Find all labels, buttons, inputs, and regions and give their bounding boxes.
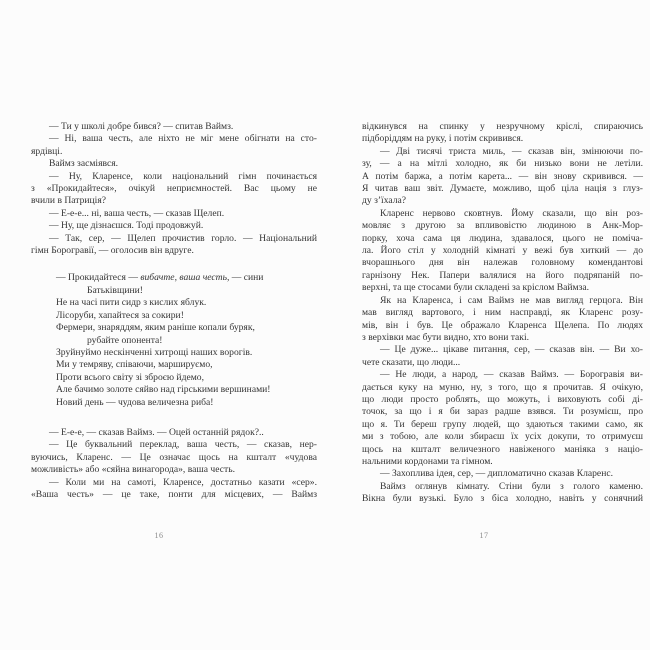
text-line: Лісоруби, хапайтеся за сокири! xyxy=(56,309,184,321)
paragraph xyxy=(31,171,317,208)
text-line: дається куку на муню, ну, з того, що я прочитав. Я очікую, xyxy=(362,381,643,393)
paragraph xyxy=(362,146,643,208)
text-line: Батьківщини! xyxy=(87,284,143,296)
paragraph xyxy=(362,208,643,295)
text-line: вчорашнього дня він належав головному комендантові xyxy=(362,257,643,269)
text-line: Не на часі пити сидр з кислих яблук. xyxy=(56,297,207,309)
page-number-left: 16 xyxy=(154,531,164,540)
text-line: нальними кордонами та гімном. xyxy=(362,455,493,467)
paragraph xyxy=(362,468,643,480)
text-line: А потім баржа, а потім карета... — він знову скривився. — xyxy=(362,170,643,182)
text-line: Новий день — чудова величезна риба! xyxy=(56,396,214,408)
text-line: — Ну, Кларенсе, коли національний гімн починається xyxy=(49,170,317,182)
text-line: — Це буквальний переклад, ваша честь, — сказав, нер- xyxy=(49,439,317,451)
paragraph xyxy=(362,369,643,468)
text-line: чете сказати, що люди... xyxy=(362,356,461,368)
text-line: Вікна були вузькі. Було з біса холодно, навіть у сонячний xyxy=(362,493,643,505)
paragraph xyxy=(362,295,643,345)
text-line: — Не люди, а народ, — сказав Ваймз. — Борогравія ви- xyxy=(380,369,643,381)
paragraph xyxy=(31,133,317,158)
paragraph xyxy=(31,208,317,220)
text-line: Фермери, знаряддям, яким раніше копали буряк, xyxy=(56,322,255,334)
text-line: Але бачимо золоте сяйво над гірськими вершинами! xyxy=(56,384,271,396)
page-left-text xyxy=(31,121,317,501)
text-line: рубайте опонента! xyxy=(87,334,163,346)
paragraph xyxy=(31,158,317,170)
paragraph xyxy=(31,427,317,439)
text-line xyxy=(56,272,317,284)
text-line: Проти всього світу зі зброєю йдемо, xyxy=(56,371,204,383)
text-line: — Так, сер, — Щелеп прочистив горло. — Національний xyxy=(49,232,317,244)
text-line: вуючись, Кларенс. — Це означає щось на кшталт «чудова xyxy=(31,451,317,463)
page-right xyxy=(340,0,650,650)
text-line: порку, хоча сама ця людина, здавалося, цього не поміча- xyxy=(362,232,643,244)
text-line: вчили в Патриція? xyxy=(31,195,107,207)
italic-aside: вибачте, ваша честь, xyxy=(140,272,230,284)
text-line: Я читав ваш звіт. Думаєте, можливо, щоб ціла нація з глуз- xyxy=(362,183,643,195)
text-line: ду з’їхала? xyxy=(362,195,407,207)
text-line: ми з тобою, але коли збираєш їх усіх докупи, то отримуєш xyxy=(362,431,643,443)
text-line: підборіддям на руку, і потім скривився. xyxy=(362,133,524,145)
verse-segment: — сини xyxy=(229,272,264,284)
text-line: що я. Ти береш групу людей, що здаються такими само, як xyxy=(362,418,643,430)
text-line: зу, — а на мітлі холодно, як би низько вони не летіли. xyxy=(362,158,643,170)
anthem-verse-block xyxy=(56,272,317,408)
text-line: Кларенс нервово сковтнув. Йому сказали, що він роз- xyxy=(380,207,643,219)
text-line: ла. Його стіл у холодній кімнаті у вежі був хиткий — до xyxy=(362,245,643,257)
text-line: верхні, та ще стосами були складені за кріслом Ваймза. xyxy=(362,282,590,294)
text-line: можливість» або «сяйна винагорода», ваша честь. xyxy=(31,464,235,476)
text-line: мовляє з другою за впливовістю людиною в Анк-Мор- xyxy=(362,220,643,232)
text-line: ярдівці. xyxy=(31,145,63,157)
text-line: Ми у темряву, співаючи, маршируємо, xyxy=(56,359,213,371)
text-line: — Е-е-е, — сказав Ваймз. — Оцей останній рядок?.. xyxy=(49,426,264,438)
paragraph xyxy=(31,121,317,133)
paragraph xyxy=(362,121,643,146)
text-line: відкинувся на спинку у незручному кріслі, спираючись xyxy=(362,121,643,132)
text-line: — Ти у школі добре бився? — спитав Ваймз. xyxy=(49,121,234,132)
text-line: гімн Борогравії, — оголосив він вдруге. xyxy=(31,245,194,257)
text-line: — Захоплива ідея, сер, — дипломатично сказав Кларенс. xyxy=(380,468,613,480)
text-line: мів, він і був. Це ображало Кларенса Щелепа. По людях xyxy=(362,319,643,331)
text-line: — Коли ми на самоті, Кларенсе, достатньо казати «сер». xyxy=(49,476,317,488)
verse-segment: — Прокидайтеся — xyxy=(56,272,141,284)
page-right-text xyxy=(362,121,643,506)
paragraph xyxy=(31,477,317,502)
text-line: щось на кшталт величезного навіженого маніяка з націо- xyxy=(362,443,643,455)
text-line: — Це дуже... цікаве питання, сер, — сказав він. — Ви хо- xyxy=(380,344,643,356)
text-line: що люди просто роблять, що можуть, і виховують собі ді- xyxy=(362,393,643,405)
text-line: гарнізону Нек. Папери валялися на його подряпаній по- xyxy=(362,269,643,281)
paragraph xyxy=(31,439,317,476)
text-line: Ваймз засміявся. xyxy=(49,158,119,170)
text-line: — Ні, ваша честь, але ніхто не міг мене обігнати на сто- xyxy=(49,133,317,145)
paragraph xyxy=(362,481,643,506)
text-line: з верхівки має бути видно, хто вони такі. xyxy=(362,331,530,343)
text-line: точок, за що і я би зараз радше взявся. Ти розумієш, про xyxy=(362,406,643,418)
text-line: Зруйнуймо нескінченні хитрощі наших ворогів. xyxy=(56,346,253,358)
text-line: мав вигляд вартового, і ним насправді, як Кларенс розу- xyxy=(362,307,643,319)
text-line: — Ну, ще дізнаєшся. Тоді продовжуй. xyxy=(49,220,204,232)
text-line: з «Прокидайтеся», очікуй неприємностей. Вас цьому не xyxy=(31,183,317,195)
text-line: Як на Кларенса, і сам Ваймз не мав вигляд герцога. Він xyxy=(380,294,643,306)
paragraph xyxy=(31,220,317,232)
text-line: «Ваша честь» — це таке, понти для місцевих, — Ваймз xyxy=(31,488,317,500)
paragraph xyxy=(31,233,317,258)
page-number-right: 17 xyxy=(479,531,489,540)
text-line: — Е-е-е... ні, ваша честь, — сказав Щелеп. xyxy=(49,207,225,219)
paragraph xyxy=(362,344,643,369)
text-line: Ваймз оглянув кімнату. Стіни були з голого каменю. xyxy=(380,480,643,492)
text-line: — Дві тисячі триста миль, — сказав він, змінюючи по- xyxy=(380,145,643,157)
